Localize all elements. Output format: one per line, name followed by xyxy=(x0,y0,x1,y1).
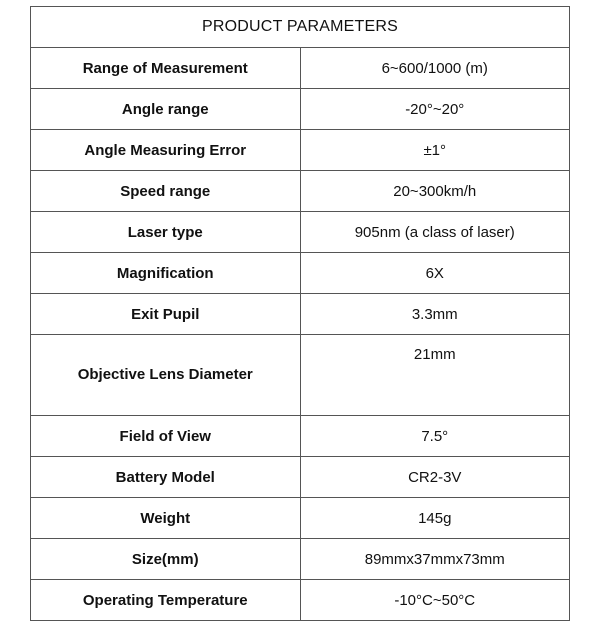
param-label-weight: Weight xyxy=(31,498,301,539)
param-value-speed-range: 20~300km/h xyxy=(300,171,570,212)
param-value-size: 89mmx37mmx73mm xyxy=(300,539,570,580)
param-label-exit-pupil: Exit Pupil xyxy=(31,294,301,335)
param-value-angle-range: -20°~20° xyxy=(300,89,570,130)
param-value-operating-temperature: -10°C~50°C xyxy=(300,580,570,621)
param-value-magnification: 6X xyxy=(300,253,570,294)
param-label-operating-temperature: Operating Temperature xyxy=(31,580,301,621)
param-value-laser-type: 905nm (a class of laser) xyxy=(300,212,570,253)
table-row xyxy=(31,171,570,212)
table-row xyxy=(31,335,570,416)
param-label-speed-range: Speed range xyxy=(31,171,301,212)
param-label-battery-model: Battery Model xyxy=(31,457,301,498)
param-label-objective-lens-diameter: Objective Lens Diameter xyxy=(31,335,301,416)
param-value-field-of-view: 7.5° xyxy=(300,416,570,457)
table-row xyxy=(31,48,570,89)
param-label-size: Size(mm) xyxy=(31,539,301,580)
param-value-battery-model: CR2-3V xyxy=(300,457,570,498)
table-row xyxy=(31,89,570,130)
table-row xyxy=(31,212,570,253)
param-label-laser-type: Laser type xyxy=(31,212,301,253)
table-row xyxy=(31,416,570,457)
param-value-objective-lens-diameter: 21mm xyxy=(300,335,570,416)
param-label-angle-measuring-error: Angle Measuring Error xyxy=(31,130,301,171)
table-title: PRODUCT PARAMETERS xyxy=(31,7,570,48)
param-value-exit-pupil: 3.3mm xyxy=(300,294,570,335)
table-row xyxy=(31,457,570,498)
param-label-angle-range: Angle range xyxy=(31,89,301,130)
param-label-field-of-view: Field of View xyxy=(31,416,301,457)
table-row xyxy=(31,253,570,294)
table-header-row xyxy=(31,7,570,48)
table-row xyxy=(31,498,570,539)
param-label-range-of-measurement: Range of Measurement xyxy=(31,48,301,89)
table-row xyxy=(31,580,570,621)
product-parameters-table xyxy=(30,6,570,621)
table-row xyxy=(31,539,570,580)
param-value-weight: 145g xyxy=(300,498,570,539)
param-value-range-of-measurement: 6~600/1000 (m) xyxy=(300,48,570,89)
table-row xyxy=(31,130,570,171)
param-value-angle-measuring-error: ±1° xyxy=(300,130,570,171)
table-row xyxy=(31,294,570,335)
param-label-magnification: Magnification xyxy=(31,253,301,294)
